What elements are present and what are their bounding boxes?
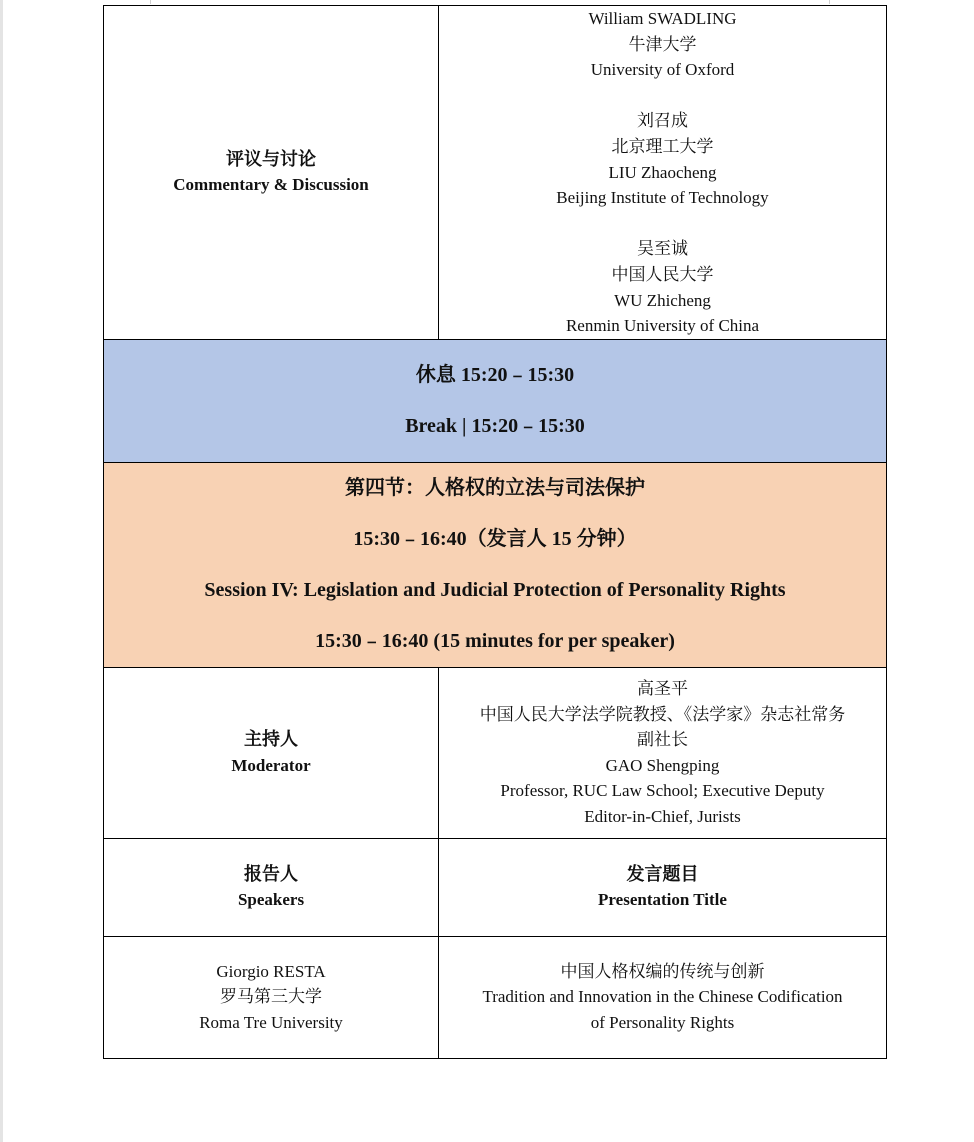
- agenda-table: [103, 5, 887, 1059]
- moderator-label-cell: [104, 667, 439, 838]
- moderator-label-en: Moderator: [231, 755, 311, 775]
- moderator-title-zh-cont: 副社长: [637, 730, 688, 750]
- discussant-name-zh: 刘召成: [637, 111, 688, 131]
- presentation-title-en-cont: of Personality Rights: [590, 1013, 735, 1033]
- speakers-header-en: Speakers: [237, 890, 305, 910]
- break-line-en: Break | 15:20﹣15:30: [405, 414, 585, 437]
- speaker-row: [104, 936, 887, 1058]
- break-line-zh: 休息 15:20﹣15:30: [415, 363, 575, 386]
- discussant-affiliation-en: Beijing Institute of Technology: [556, 188, 769, 208]
- spacer: [439, 83, 886, 109]
- commentary-label-cell: [104, 6, 439, 340]
- discussant-affiliation-zh: 牛津大学: [628, 34, 697, 54]
- session-time-zh: 15:30﹣16:40（发言人 15 分钟）: [353, 527, 637, 550]
- moderator-name-zh: 高圣平: [637, 678, 688, 698]
- title-header-cell: [439, 838, 887, 936]
- speaker-affiliation-zh: 罗马第三大学: [220, 987, 322, 1007]
- presentation-title-zh: 中国人格权编的传统与创新: [560, 961, 765, 981]
- speakers-header-zh: 报告人: [244, 863, 298, 884]
- discussant-name-en: WU Zhicheng: [614, 290, 711, 310]
- session-title-en: Session IV: Legislation and Judicial Protection of Personality Rights: [204, 578, 786, 601]
- speakers-header-cell: [104, 838, 439, 936]
- discussant-affiliation-en: University of Oxford: [590, 60, 735, 80]
- commentary-row: [104, 6, 887, 340]
- moderator-title-en-cont: Editor-in-Chief, Jurists: [584, 806, 741, 826]
- presentation-title-cell: [439, 936, 887, 1058]
- commentary-label-en: Commentary & Discussion: [173, 175, 369, 195]
- break-row: [104, 339, 887, 462]
- page-header-margin: [150, 0, 830, 4]
- session-title-zh: 第四节：人格权的立法与司法保护: [345, 476, 645, 499]
- moderator-row: [104, 667, 887, 838]
- discussant-affiliation-zh: 中国人民大学: [611, 264, 714, 284]
- speakers-header-row: [104, 838, 887, 936]
- moderator-title-zh: 中国人民大学法学院教授、《法学家》杂志社常务: [479, 704, 846, 724]
- discussant-name-zh: 吴至诚: [637, 239, 688, 259]
- discussants-cell: [439, 6, 887, 340]
- discussant-affiliation-en: Renmin University of China: [565, 316, 760, 336]
- break-banner: [104, 339, 887, 462]
- moderator-title-en: Professor, RUC Law School; Executive Deputy: [500, 781, 825, 801]
- moderator-name-en: GAO Shengping: [605, 755, 720, 775]
- moderator-label-zh: 主持人: [244, 729, 298, 750]
- presentation-title-en: Tradition and Innovation in the Chinese Codification: [482, 987, 843, 1007]
- session-banner: [104, 462, 887, 667]
- page-edge: [0, 0, 3, 1142]
- speaker-cell: [104, 936, 439, 1058]
- speaker-affiliation-en: Roma Tre University: [199, 1013, 343, 1033]
- moderator-details-cell: [439, 667, 887, 838]
- title-header-zh: 发言题目: [626, 863, 699, 884]
- speaker-name: Giorgio RESTA: [216, 961, 326, 981]
- discussant-affiliation-zh: 北京理工大学: [611, 136, 714, 156]
- spacer: [439, 211, 886, 237]
- commentary-label-zh: 评议与讨论: [226, 148, 316, 169]
- session-row: [104, 462, 887, 667]
- session-time-en: 15:30﹣16:40 (15 minutes for per speaker): [315, 629, 675, 652]
- title-header-en: Presentation Title: [598, 890, 727, 910]
- discussant-name-en: LIU Zhaocheng: [608, 162, 717, 182]
- discussant-name: William SWADLING: [588, 9, 737, 28]
